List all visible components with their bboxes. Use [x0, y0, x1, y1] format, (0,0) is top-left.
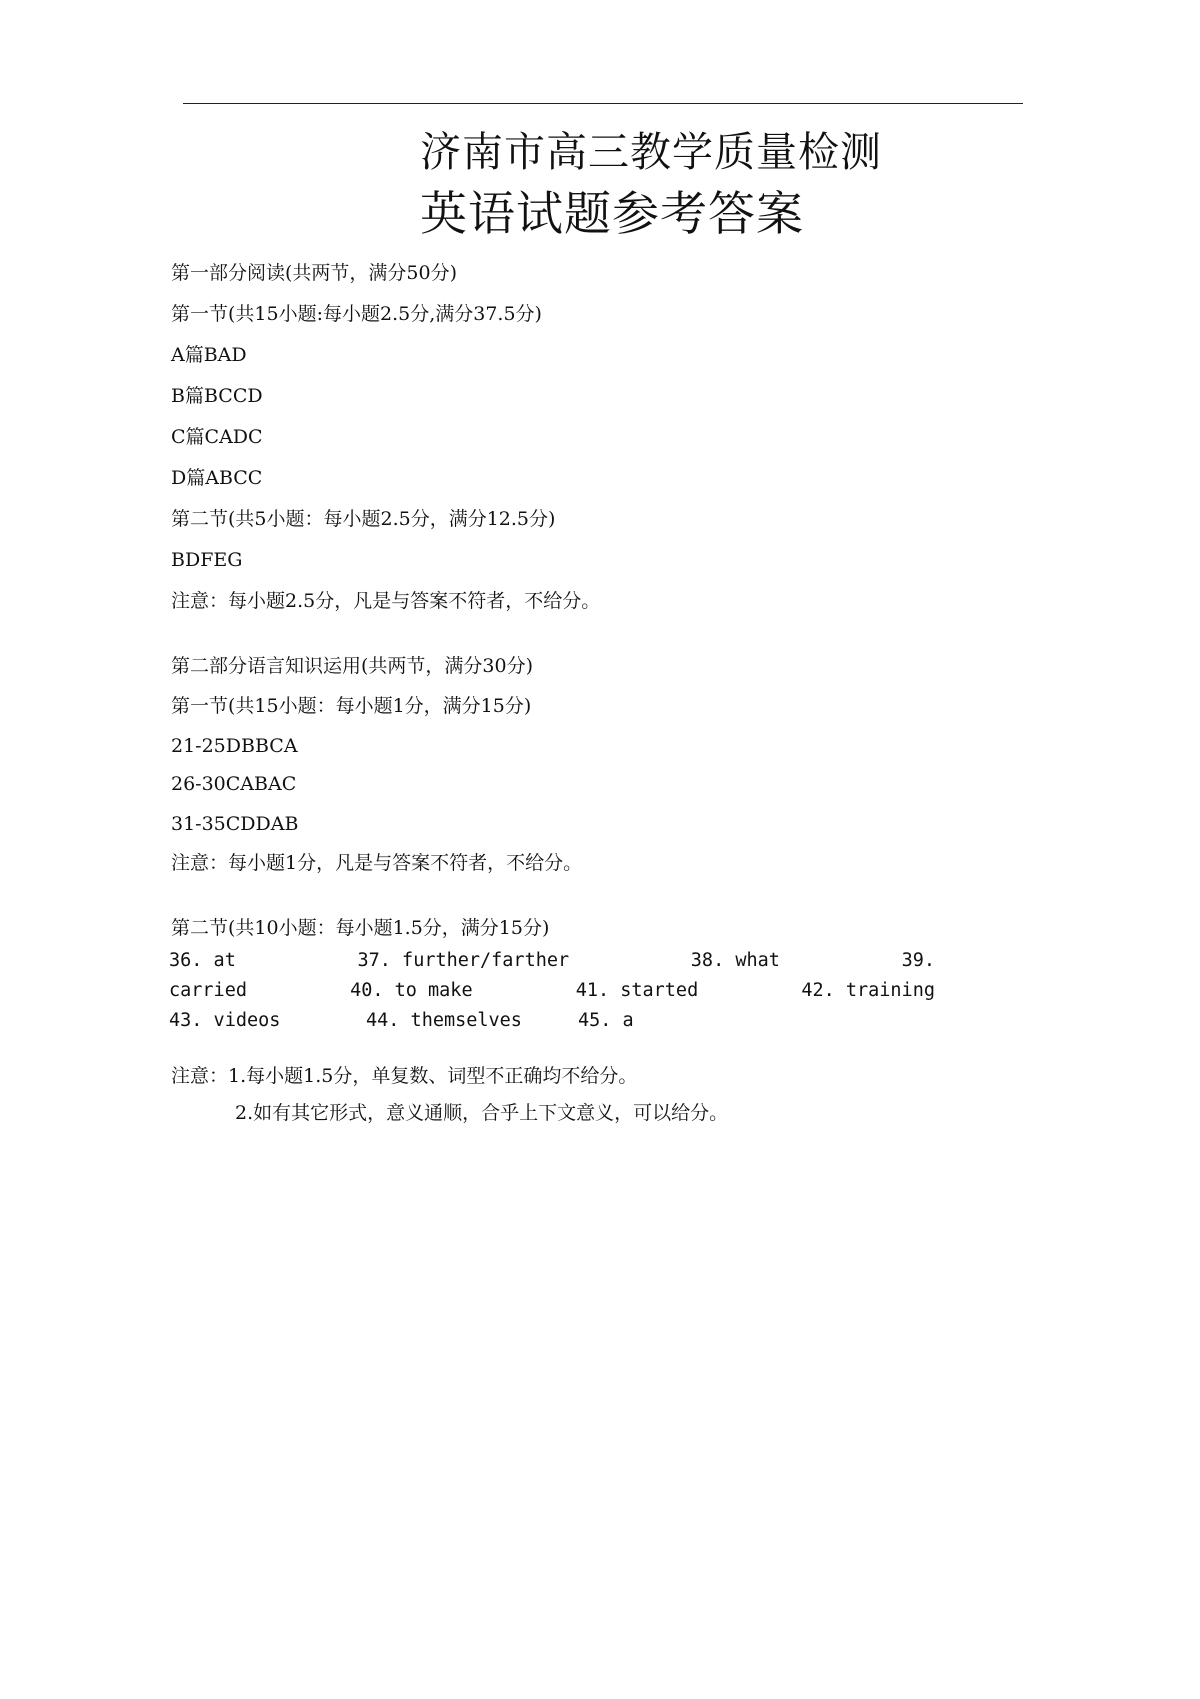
- fill-answer-45: 45. a: [578, 1010, 634, 1031]
- part2-section2-heading: 第二节(共10小题：每小题1.5分，满分15分): [171, 917, 550, 939]
- fill-answer-43: 43. videos: [169, 1010, 281, 1031]
- passage-a-answers: A篇BAD: [171, 344, 247, 366]
- part2-heading: 第二部分语言知识运用(共两节，满分30分): [171, 655, 534, 677]
- part2-section1-note: 注意：每小题1分，凡是与答案不符者，不给分。: [171, 852, 583, 874]
- part2-section1-heading: 第一节(共15小题：每小题1分，满分15分): [171, 695, 532, 717]
- fill-answers-row3: [169, 1008, 935, 1034]
- part1-section1-heading: 第一节(共15小题:每小题2.5分,满分37.5分): [171, 303, 542, 325]
- part1-section2-answers: BDFEG: [171, 549, 243, 571]
- header-rule: [183, 103, 1023, 104]
- passage-c-answers: C篇CADC: [171, 426, 263, 448]
- fill-answers-row2: [169, 978, 935, 1004]
- passage-b-answers: B篇BCCD: [171, 385, 263, 407]
- answers-31-35: 31-35CDDAB: [171, 813, 299, 835]
- document-title-line1: 济南市高三教学质量检测: [420, 128, 882, 176]
- fill-answer-41: 41. started: [575, 980, 699, 1001]
- part1-heading: 第一部分阅读(共两节，满分50分): [171, 262, 458, 284]
- fill-answers-row1: [169, 948, 935, 974]
- fill-answer-44: 44. themselves: [366, 1010, 522, 1031]
- fill-answer-40: 40. to make: [350, 980, 473, 1001]
- answers-21-25: 21-25DBBCA: [171, 735, 298, 757]
- part2-section2-note-line2: 2.如有其它形式，意义通顺，合乎上下文意义，可以给分。: [235, 1102, 729, 1124]
- fill-answer-39-text: carried: [169, 980, 247, 1001]
- part1-section2-heading: 第二节(共5小题：每小题2.5分，满分12.5分): [171, 508, 556, 530]
- document-title-line2: 英语试题参考答案: [420, 187, 804, 242]
- fill-answer-38: 38. what: [690, 950, 780, 971]
- answers-26-30: 26-30CABAC: [171, 773, 297, 795]
- fill-answer-36: 36. at: [169, 950, 236, 971]
- fill-answer-39-number: 39.: [901, 950, 935, 971]
- fill-answer-42: 42. training: [801, 980, 935, 1001]
- part1-note: 注意：每小题2.5分，凡是与答案不符者，不给分。: [171, 590, 601, 612]
- passage-d-answers: D篇ABCC: [171, 467, 263, 489]
- fill-answer-37: 37. further/farther: [357, 950, 570, 971]
- part2-section2-note-line1: 注意：1.每小题1.5分，单复数、词型不正确均不给分。: [171, 1065, 638, 1087]
